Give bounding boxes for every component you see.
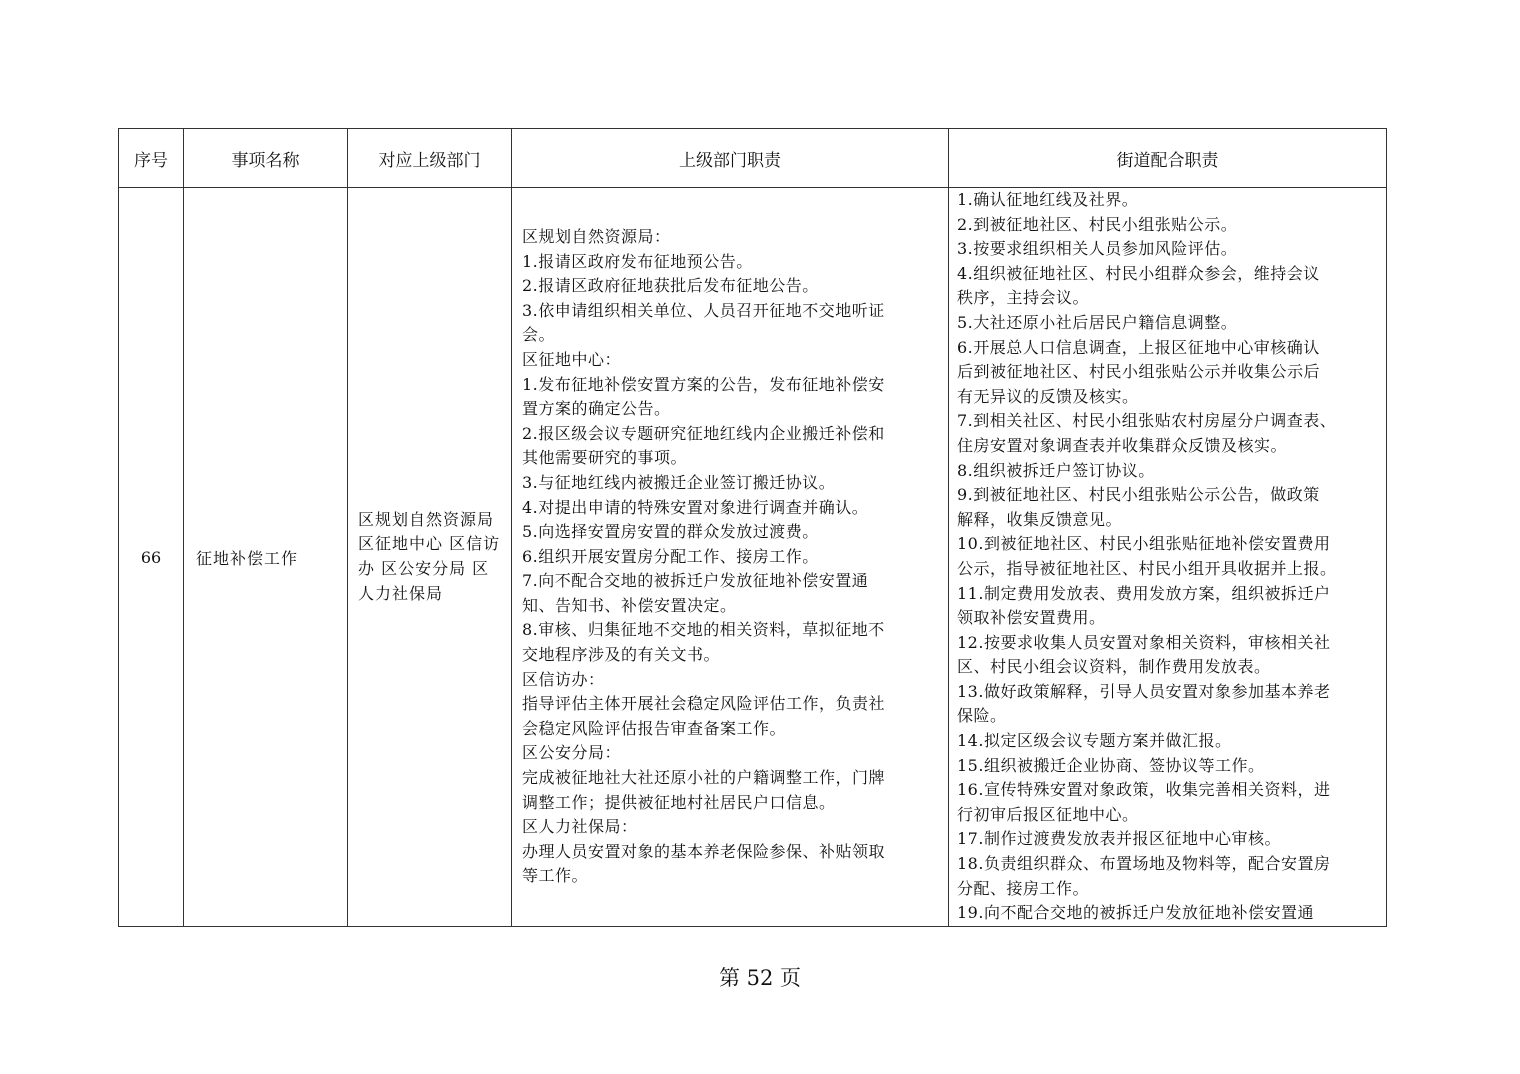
street-duty-line: 10.到被征地社区、村民小组张贴征地补偿安置费用 xyxy=(957,534,1331,554)
table-header-row xyxy=(119,129,1387,188)
superior-duty-line: 7.向不配合交地的被拆迁户发放征地补偿安置通 xyxy=(522,571,869,591)
header-street-duties: 街道配合职责 xyxy=(949,129,1387,188)
street-duty-line: 2.到被征地社区、村民小组张贴公示。 xyxy=(957,214,1238,234)
street-duty-line: 保险。 xyxy=(957,706,1007,726)
row-number: 66 xyxy=(140,547,162,567)
superior-duty-line: 3.依申请组织相关单位、人员召开征地不交地听证 xyxy=(522,300,885,320)
street-duty-line: 解释，收集反馈意见。 xyxy=(957,509,1123,529)
superior-duty-line: 调整工作；提供被征地村社居民户口信息。 xyxy=(522,792,836,812)
cell-item-name xyxy=(184,188,348,927)
superior-duty-line: 8.审核、归集征地不交地的相关资料，草拟征地不 xyxy=(522,620,885,640)
street-duty-line: 15.组织被搬迁企业协商、签协议等工作。 xyxy=(957,755,1265,775)
item-name: 征地补偿工作 xyxy=(196,548,299,568)
superior-duty-line: 6.组织开展安置房分配工作、接房工作。 xyxy=(522,546,819,566)
street-duty-line: 分配、接房工作。 xyxy=(957,878,1090,898)
street-duty-line: 12.按要求收集人员安置对象相关资料，审核相关社 xyxy=(957,632,1331,652)
superior-duty-line: 区规划自然资源局： xyxy=(522,226,671,246)
street-duty-line: 4.组织被征地社区、村民小组群众参会，维持会议 xyxy=(957,263,1320,283)
header-number: 序号 xyxy=(119,129,184,188)
superior-duty-line: 3.与征地红线内被搬迁企业签订搬迁协议。 xyxy=(522,472,836,492)
cell-departments xyxy=(348,188,512,927)
superior-duty-line: 4.对提出申请的特殊安置对象进行调查并确认。 xyxy=(522,497,869,517)
street-duty-line: 公示，指导被征地社区、村民小组开具收据并上报。 xyxy=(957,558,1337,578)
header-superior-duties: 上级部门职责 xyxy=(512,129,949,188)
superior-duties-text xyxy=(512,225,948,889)
superior-duty-line: 1.发布征地补偿安置方案的公告，发布征地补偿安 xyxy=(522,374,885,394)
superior-duty-line: 区征地中心： xyxy=(522,349,622,369)
street-duty-line: 19.向不配合交地的被拆迁户发放征地补偿安置通 xyxy=(957,903,1314,923)
street-duty-line: 3.按要求组织相关人员参加风险评估。 xyxy=(957,239,1238,259)
cell-superior-duties xyxy=(512,188,949,927)
page-number: 第 52 页 xyxy=(718,966,802,990)
street-duty-line: 14.拟定区级会议专题方案并做汇报。 xyxy=(957,731,1232,751)
street-duty-line: 8.组织被拆迁户签订协议。 xyxy=(957,460,1155,480)
superior-duty-line: 办理人员安置对象的基本养老保险参保、补贴领取 xyxy=(522,841,886,861)
street-duty-line: 11.制定费用发放表、费用发放方案，组织被拆迁户 xyxy=(957,583,1331,603)
street-duty-line: 13.做好政策解释，引导人员安置对象参加基本养老 xyxy=(957,681,1331,701)
street-duty-line: 领取补偿安置费用。 xyxy=(957,608,1106,628)
superior-duty-line: 2.报区级会议专题研究征地红线内企业搬迁补偿和 xyxy=(522,423,885,443)
street-duty-line: 7.到相关社区、村民小组张贴农村房屋分户调查表、 xyxy=(957,411,1337,431)
superior-duty-line: 知、告知书、补偿安置决定。 xyxy=(522,595,737,615)
superior-duty-line: 等工作。 xyxy=(522,866,589,886)
cell-number xyxy=(119,188,184,927)
department-list: 区规划自然资源局 区征地中心 区信访办 区公安分局 区人力社保局 xyxy=(358,509,501,603)
street-duty-line: 住房安置对象调查表并收集群众反馈及核实。 xyxy=(957,435,1288,455)
header-item-name: 事项名称 xyxy=(184,129,348,188)
street-duties-text xyxy=(949,188,1386,926)
street-duty-line: 区、村民小组会议资料，制作费用发放表。 xyxy=(957,657,1271,677)
street-duty-line: 18.负责组织群众、布置场地及物料等，配合安置房 xyxy=(957,854,1331,874)
superior-duty-line: 会。 xyxy=(522,325,556,345)
cell-street-duties xyxy=(949,188,1387,927)
street-duty-line: 16.宣传特殊安置对象政策，收集完善相关资料，进 xyxy=(957,780,1331,800)
street-duty-line: 5.大社还原小社后居民户籍信息调整。 xyxy=(957,312,1238,332)
superior-duty-line: 完成被征地社大社还原小社的户籍调整工作，门牌 xyxy=(522,768,886,788)
superior-duty-line: 会稳定风险评估报告审查备案工作。 xyxy=(522,718,787,738)
superior-duty-line: 区信访办： xyxy=(522,669,605,689)
superior-duty-line: 5.向选择安置房安置的群众发放过渡费。 xyxy=(522,522,819,542)
superior-duty-line: 指导评估主体开展社会稳定风险评估工作，负责社 xyxy=(522,694,886,714)
superior-duty-line: 置方案的确定公告。 xyxy=(522,399,671,419)
superior-duty-line: 区人力社保局： xyxy=(522,817,638,837)
superior-duty-line: 其他需要研究的事项。 xyxy=(522,448,688,468)
street-duty-line: 行初审后报区征地中心。 xyxy=(957,804,1139,824)
street-duty-line: 秩序，主持会议。 xyxy=(957,288,1090,308)
superior-duty-line: 2.报请区政府征地获批后发布征地公告。 xyxy=(522,276,819,296)
header-superior-department: 对应上级部门 xyxy=(348,129,512,188)
street-duty-line: 6.开展总人口信息调查，上报区征地中心审核确认 xyxy=(957,337,1320,357)
street-duty-line: 9.到被征地社区、村民小组张贴公示公告，做政策 xyxy=(957,485,1320,505)
street-duty-line: 后到被征地社区、村民小组张贴公示并收集公示后 xyxy=(957,362,1321,382)
street-duty-line: 有无异议的反馈及核实。 xyxy=(957,386,1139,406)
street-duty-line: 17.制作过渡费发放表并报区征地中心审核。 xyxy=(957,829,1281,849)
table-row xyxy=(119,188,1387,927)
superior-duty-line: 交地程序涉及的有关文书。 xyxy=(522,645,721,665)
superior-duty-line: 1.报请区政府发布征地预公告。 xyxy=(522,251,753,271)
street-duty-line: 1.确认征地红线及社界。 xyxy=(957,190,1139,209)
superior-duty-line: 区公安分局： xyxy=(522,743,622,763)
duty-table xyxy=(118,128,1387,927)
